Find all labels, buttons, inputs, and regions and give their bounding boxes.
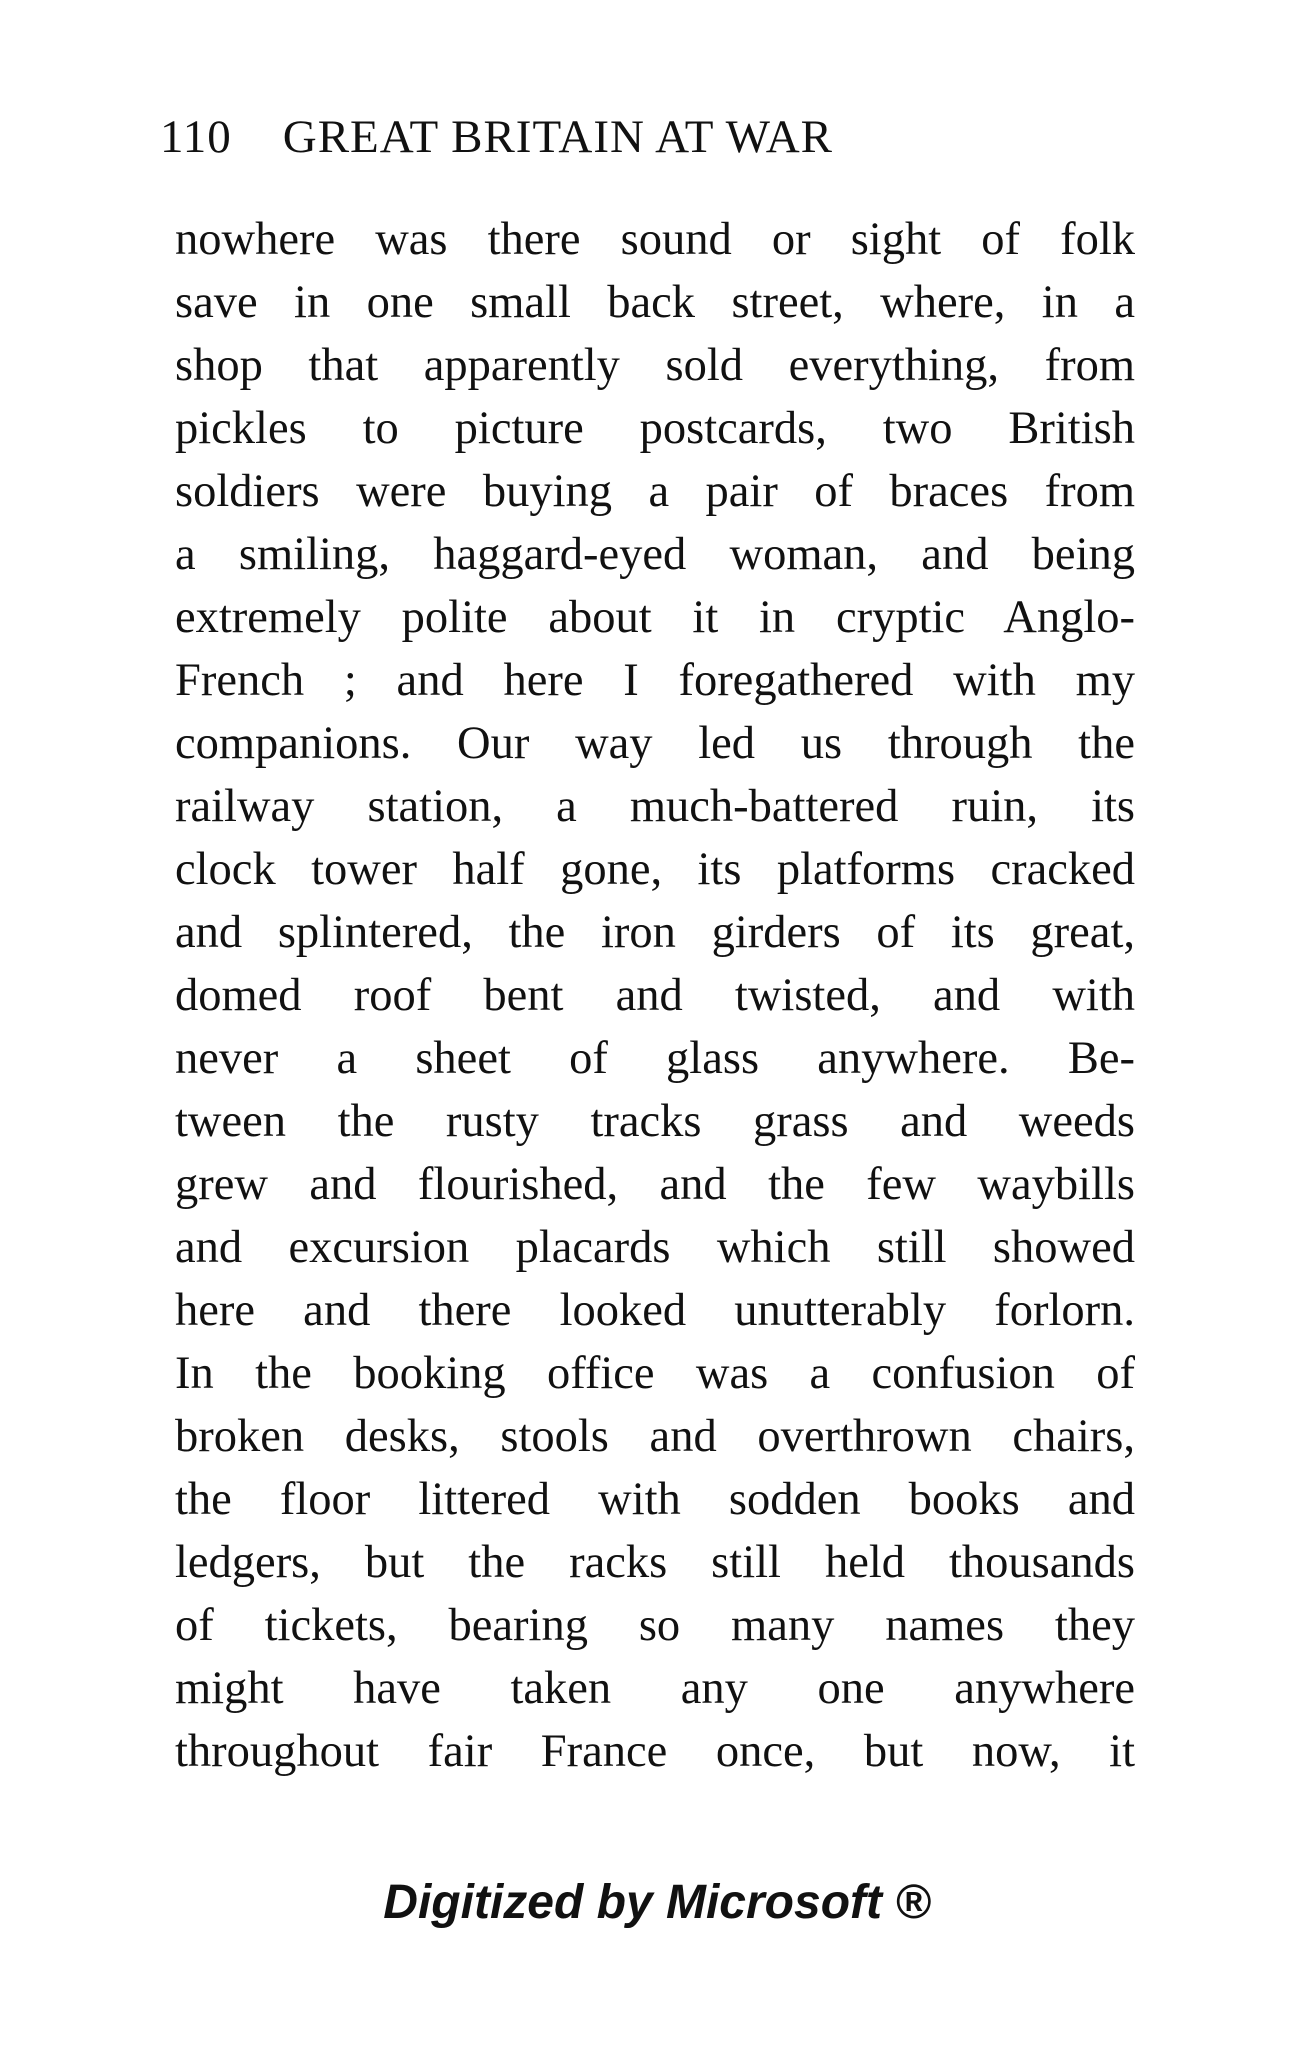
text-line: domed roof bent and twisted, and with: [175, 970, 1135, 1021]
digitization-watermark: Digitized by Microsoft ®: [383, 1876, 931, 1929]
page-number: 110: [160, 111, 232, 163]
text-line: and splintered, the iron girders of its great,: [175, 907, 1135, 958]
text-line: here and there looked unutterably forlorn.: [175, 1285, 1135, 1336]
text-line: railway station, a much-battered ruin, its: [175, 781, 1135, 832]
text-line: grew and flourished, and the few waybills: [175, 1159, 1135, 1210]
page-header: [160, 110, 1160, 170]
body-text: [175, 208, 1135, 1783]
text-line: nowhere was there sound or sight of folk: [175, 214, 1135, 265]
text-line: companions. Our way led us through the: [175, 718, 1135, 769]
text-line: throughout fair France once, but now, it: [175, 1726, 1135, 1777]
running-title: GREAT BRITAIN AT WAR: [282, 111, 834, 163]
text-line: save in one small back street, where, in a: [175, 277, 1135, 328]
text-line: tween the rusty tracks grass and weeds: [175, 1096, 1135, 1147]
text-line: might have taken any one anywhere: [175, 1663, 1135, 1714]
text-line: the floor littered with sodden books and: [175, 1474, 1135, 1525]
text-line: broken desks, stools and overthrown chairs,: [175, 1411, 1135, 1462]
text-line: shop that apparently sold everything, from: [175, 340, 1135, 391]
text-line: never a sheet of glass anywhere. Be-: [175, 1033, 1135, 1084]
text-line: extremely polite about it in cryptic Anglo-: [175, 592, 1135, 643]
text-line: French ; and here I foregathered with my: [175, 655, 1135, 706]
text-line: soldiers were buying a pair of braces from: [175, 466, 1135, 517]
text-line: ledgers, but the racks still held thousands: [175, 1537, 1135, 1588]
text-line: In the booking office was a confusion of: [175, 1348, 1135, 1399]
text-line: clock tower half gone, its platforms cracked: [175, 844, 1135, 895]
text-line: pickles to picture postcards, two British: [175, 403, 1135, 454]
text-line: a smiling, haggard-eyed woman, and being: [175, 529, 1135, 580]
text-line: of tickets, bearing so many names they: [175, 1600, 1135, 1651]
text-line: and excursion placards which still showed: [175, 1222, 1135, 1273]
